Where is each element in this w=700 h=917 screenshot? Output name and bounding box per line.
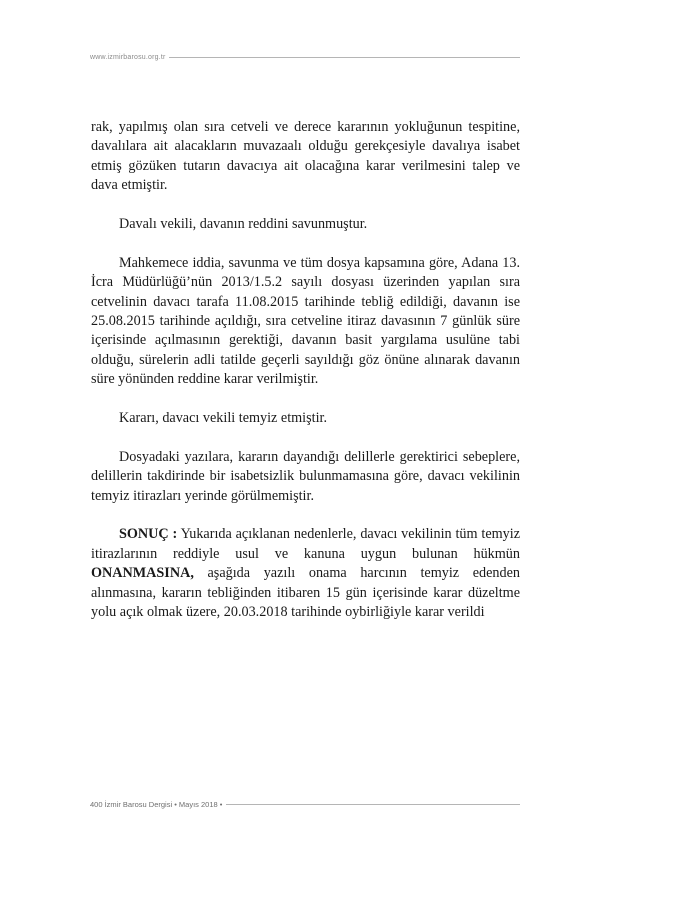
conclusion-text-2: aşağıda yazılı onama harcının temyiz edenden alınmasına, kararın tebliğinden itibaren 15 gün içerisinde karar düzeltme yolu açık olmak üzere, 20.03.2018 tarihinde oybirliğiyle karar verildi <box>91 565 520 621</box>
header-url: www.izmirbarosu.org.tr <box>90 54 166 61</box>
page-footer <box>90 800 520 809</box>
footer-divider <box>226 804 520 805</box>
paragraph-appeal: Kararı, davacı vekili temyiz etmiştir. <box>119 410 328 427</box>
header-divider <box>169 57 520 58</box>
paragraph-court-reasoning: Mahkemece iddia, savunma ve tüm dosya kapsamına göre, Adana 13. İcra Müdürlüğü’nün 2013/1.5.2 sayılı dosyası üzerinden yapılan sıra cetvelinin davacı tarafa 11.08.2015 tarihinde tebliğ edildiği, davanın ise 25.08.2015 tarihinde açıldığı, sıra cetveline itiraz davasının 7 günlük süre içerisinde açılmasının gerektiği, davanın basit yargılama usulüne tabi olduğu, sürelerin adli tatilde geçerli sayıldığı göz önüne alınarak davanın süre yönünden reddine karar verilmiştir. <box>91 254 520 388</box>
page-header <box>90 54 520 61</box>
conclusion-label: SONUÇ : <box>119 526 178 543</box>
conclusion-verdict: ONANMASINA, <box>91 565 194 582</box>
paragraph-conclusion <box>91 525 520 622</box>
conclusion-text-1: Yukarıda açıklanan nedenlerle, davacı vekilinin tüm temyiz itirazlarının reddiyle usul ve kanuna uygun bulunan hükmün <box>91 526 520 562</box>
document-body <box>91 118 520 642</box>
footer-text: 400 İzmir Barosu Dergisi • Mayıs 2018 • <box>90 800 223 809</box>
paragraph-defense: Davalı vekili, davanın reddini savunmuştur. <box>119 216 368 233</box>
paragraph-continuation: rak, yapılmış olan sıra cetveli ve derece kararının yokluğunun tespitine, davalılara ait alacakların muvazaalı olduğu gerekçesiyle davalıya isabet etmiş gözüken tutarın davacıya ait olacağına karar verilmesini talep ve dava etmiştir. <box>91 119 520 194</box>
paragraph-evaluation: Dosyadaki yazılara, kararın dayandığı delillerle gerektirici sebeplere, delillerin takdirinde bir isabetsizlik bulunmamasına göre, davacı vekilinin temyiz itirazları yerinde görülmemiştir. <box>91 448 520 504</box>
